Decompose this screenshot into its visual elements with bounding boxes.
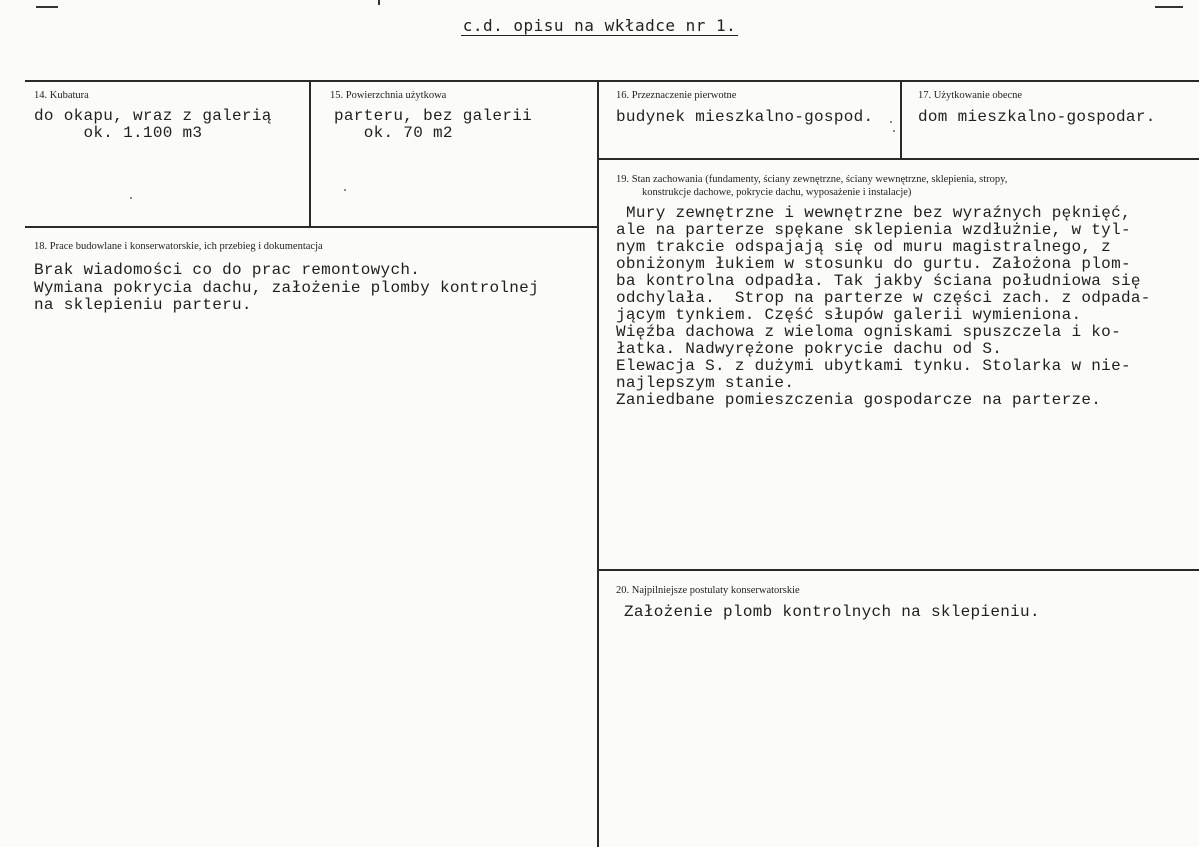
field-14-label: 14. Kubatura	[34, 90, 89, 101]
field-19-line-5: ba kontrolna odpadła. Tak jakby ściana południowa się	[616, 272, 1141, 290]
field-16-line-1: budynek mieszkalno-gospod.	[616, 108, 874, 126]
field-17-label: 17. Użytkowanie obecne	[918, 90, 1023, 101]
scan-speck	[893, 130, 895, 132]
field-14-line-2: ok. 1.100 m3	[34, 124, 203, 142]
field-16-label: 16. Przeznaczenie pierwotne	[616, 90, 737, 101]
field-19-line-7: jącym tynkiem. Część słupów galerii wymieniona.	[616, 306, 1082, 324]
grid-top-line	[25, 80, 1199, 82]
field-19-line-8: Więźba dachowa z wieloma ogniskami spuszczela i ko-	[616, 323, 1121, 341]
continuation-header	[0, 16, 1199, 35]
grid-divider-16-17	[900, 80, 902, 159]
field-17-line-1: dom mieszkalno-gospodar.	[918, 108, 1156, 126]
field-19-line-3: nym trakcie odspajają się od muru magistralnego, z	[616, 238, 1112, 256]
field-20-label: 20. Najpilniejsze postulaty konserwatorskie	[616, 585, 800, 596]
field-19-line-1: Mury zewnętrzne i wewnętrzne bez wyraźnych pęknięć,	[626, 204, 1131, 222]
scan-speck	[130, 197, 132, 199]
field-15-line-2: ok. 70 m2	[334, 124, 453, 142]
field-18-line-3: na sklepieniu parteru.	[34, 296, 252, 314]
continuation-text: c.d. opisu na wkładce nr 1.	[462, 16, 737, 35]
grid-line-under-14-15	[25, 226, 598, 228]
field-19-label-line-2: konstrukcje dachowe, pokrycie dachu, wyposażenie i instalacje)	[642, 187, 912, 198]
field-18-line-2: Wymiana pokrycia dachu, założenie plomby kontrolnej	[34, 279, 539, 297]
top-left-mark	[36, 6, 58, 8]
scan-speck	[344, 189, 346, 191]
field-15-label: 15. Powierzchnia użytkowa	[330, 90, 447, 101]
field-19-label-line-1: 19. Stan zachowania (fundamenty, ściany zewnętrzne, ściany wewnętrzne, sklepienia, stropy,	[616, 174, 1008, 185]
field-19-line-10: Elewacja S. z dużymi ubytkami tynku. Stolarka w nie-	[616, 357, 1131, 375]
field-19-line-9: łatka. Nadwyrężone pokrycie dachu od S.	[616, 340, 1003, 358]
field-19-line-4: obniżonym łukiem w stosunku do gurtu. Założona plom-	[616, 255, 1131, 273]
scan-speck	[890, 121, 892, 123]
grid-line-under-16-17	[598, 158, 1199, 160]
field-19-line-11: najlepszym stanie.	[616, 374, 795, 392]
grid-line-above-20	[598, 569, 1199, 571]
field-14-line-1: do okapu, wraz z galerią	[34, 107, 272, 125]
field-20-line-1: Założenie plomb kontrolnych na sklepieniu.	[624, 603, 1040, 621]
grid-main-divider	[597, 80, 599, 847]
field-19-line-12: Zaniedbane pomieszczenia gospodarcze na parterze.	[616, 391, 1102, 409]
field-18-label: 18. Prace budowlane i konserwatorskie, ich przebieg i dokumentacja	[34, 241, 323, 252]
field-19-line-6: odchylała. Strop na parterze w części zach. z odpada-	[616, 289, 1151, 307]
field-18-line-1: Brak wiadomości co do prac remontowych.	[34, 261, 421, 279]
grid-divider-14-15	[309, 80, 311, 227]
field-15-line-1: parteru, bez galerii	[334, 107, 533, 125]
top-center-tick	[378, 0, 380, 5]
field-19-line-2: ale na parterze spękane sklepienia wzdłużnie, w tyl-	[616, 221, 1131, 239]
top-right-mark	[1155, 6, 1183, 8]
